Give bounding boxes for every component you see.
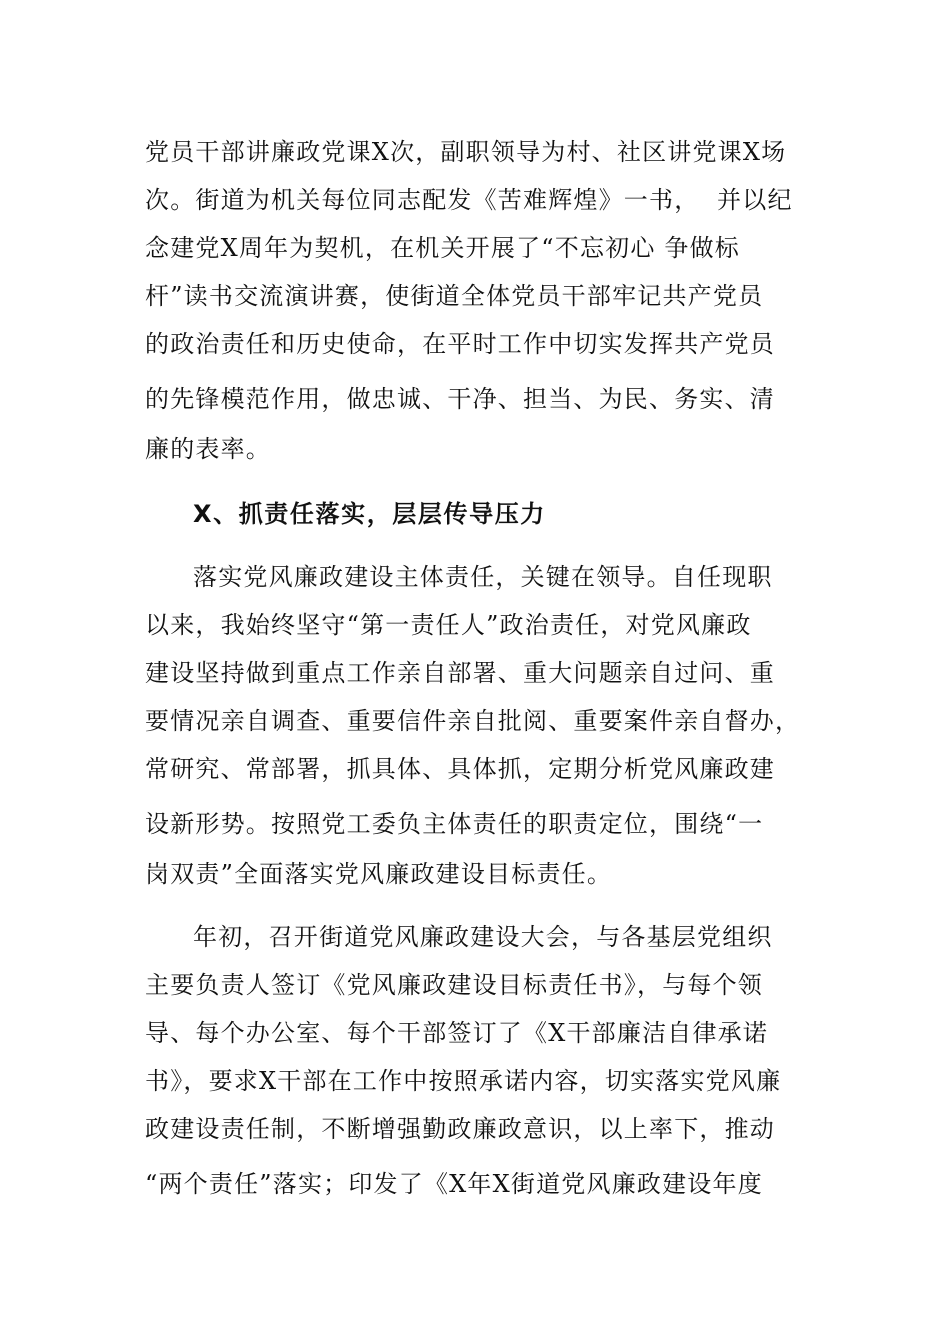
body-text-line: 主要负责人签订《党风廉政建设目标责任书》，与每个领 <box>145 971 763 999</box>
body-text-line: 建设坚持做到重点工作亲自部署、重大问题亲自过问、重 <box>145 659 775 687</box>
body-text-line: 杆”读书交流演讲赛，使街道全体党员干部牢记共产党员 <box>145 282 764 310</box>
body-text-line: 廉的表率。 <box>145 435 271 463</box>
section-heading: X、抓责任落实，层层传导压力 <box>193 500 546 528</box>
body-text-line: “两个责任”落实；印发了《X年X街道党风廉政建设年度 <box>145 1170 763 1198</box>
body-text-line: 以来，我始终坚守“第一责任人”政治责任，对党风廉政 <box>145 611 752 639</box>
body-text-line: 的政治责任和历史使命，在平时工作中切实发挥共产党员 <box>145 330 775 358</box>
body-text-line: 要情况亲自调查、重要信件亲自批阅、重要案件亲自督办， <box>145 707 801 735</box>
body-text-line: 念建党X周年为契机，在机关开展了“不忘初心 争做标 <box>145 234 740 262</box>
body-text-line: 岗双责”全面落实党风廉政建设目标责任。 <box>145 860 613 888</box>
body-text-line: 政建设责任制，不断增强勤政廉政意识，以上率下，推动 <box>145 1115 775 1143</box>
body-text-line: 党员干部讲廉政党课X次，副职领导为村、社区讲党课X场 <box>145 138 787 166</box>
body-text-line: 的先锋模范作用，做忠诚、干净、担当、为民、务实、清 <box>145 385 775 413</box>
body-text-line: 常研究、常部署，抓具体、具体抓，定期分析党风廉政建 <box>145 755 775 783</box>
body-text-line: 次。街道为机关每位同志配发《苦难辉煌》一书， 并以纪 <box>145 186 793 214</box>
paragraph-first-line: 年初，召开街道党风廉政建设大会，与各基层党组织 <box>193 923 773 951</box>
body-text-line: 设新形势。按照党工委负主体责任的职责定位，围绕“一 <box>145 810 764 838</box>
paragraph-first-line: 落实党风廉政建设主体责任，关键在领导。自任现职 <box>193 563 773 591</box>
body-text-line: 书》，要求X干部在工作中按照承诺内容，切实落实党风廉 <box>145 1067 782 1095</box>
body-text-line: 导、每个办公室、每个干部签订了《X干部廉洁自律承诺 <box>145 1019 769 1047</box>
